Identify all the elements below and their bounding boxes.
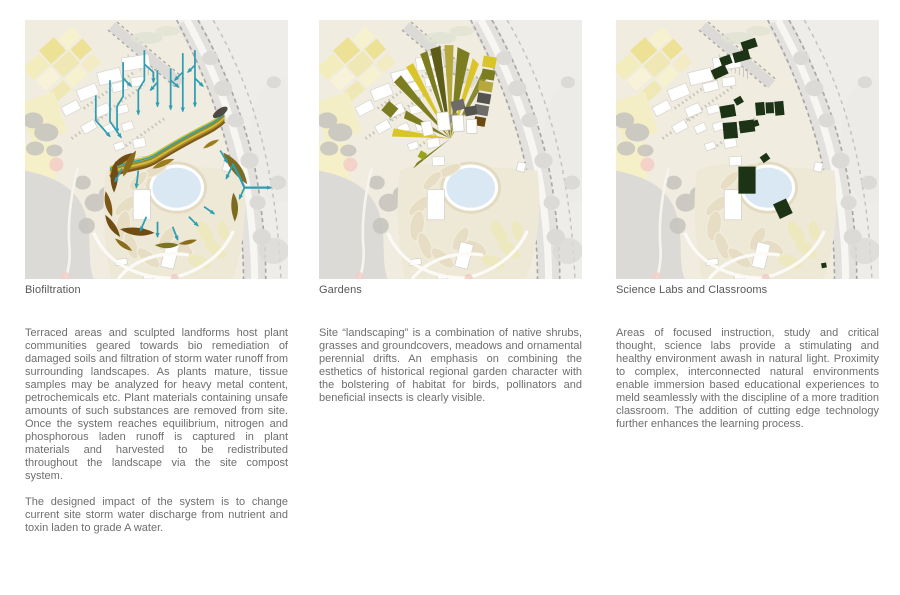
panel-paragraph: Terraced areas and sculpted landforms host plant communities geared towards bio remediation of damaged soils and filtration of storm water runoff from surrounding landscapes. As plants mature, tissue samples may be analyzed for heavy metal content, petrochemicals etc. Plant materials containing unsafe amounts of such substances are removed from site. Once the system reaches equilibrium, nitrogen and phosphorous laden runoff is captured in plant materials and harvested to be redistributed throughout the landscape via the site compost system.: [25, 327, 288, 482]
panel-caption: Science Labs and Classrooms: [616, 284, 768, 296]
panel-caption: Gardens: [319, 284, 362, 296]
panel-science-labs: [616, 20, 879, 444]
panel-caption: Biofiltration: [25, 284, 81, 296]
panel-gardens: [319, 20, 582, 418]
panel-paragraph: Site “landscaping” is a combination of native shrubs, grasses and groundcovers, meadows and ornamental perennial drifts. An emphasis on combining the esthetics of historical regional garden character with the bolstering of habitat for birds, pollinators and beneficial insects is clearly visible.: [319, 327, 582, 404]
gardens-site-plan: [319, 20, 582, 279]
biofiltration-site-plan: [25, 20, 288, 279]
panel-paragraph: Areas of focused instruction, study and critical thought, science labs provide a stimulating and healthy environment awash in natural light. Proximity to complex, interconnected natural environments enable immersion based educational experiences to meld seamlessly with the discipline of a more tradition classroom. The addition of cutting edge technology further enhances the learning process.: [616, 327, 879, 430]
science-labs-site-plan: [616, 20, 879, 279]
panel-biofiltration: [25, 20, 288, 548]
panel-paragraph: The designed impact of the system is to change current site storm water discharge from nutrient and toxin laden to grade A water.: [25, 496, 288, 534]
